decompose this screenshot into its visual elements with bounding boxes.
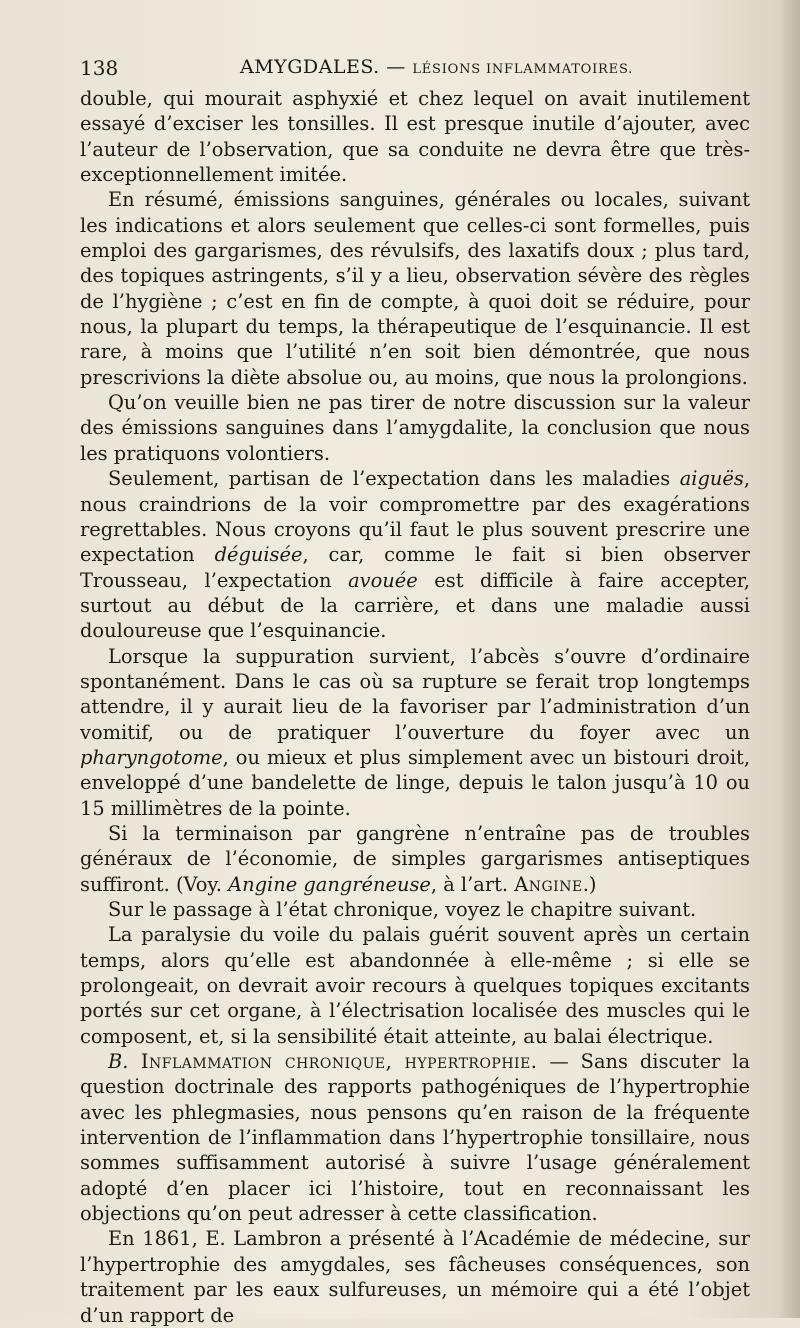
text-run: Lorsque la suppuration survient, l’abcès s’ouvre d’ordinaire spontanément. Dans le cas où sa rupture se ferait trop longtemps attendre, il y aurait lieu de la favoriser par l’administration d’un vomitif, ou de pratiquer l’ouverture du foyer avec un xyxy=(80,644,750,744)
running-title xyxy=(240,56,633,78)
text-run: , nous craindrions de la voir compromettre par des exagérations regrettables. Nous croyons qu’il faut le plus souvent prescrire une expectation xyxy=(80,467,750,567)
text-run: Si la terminaison par gangrène n’entraîne pas de troubles généraux de l’économie, de simples gargarismes antiseptiques suffiront. (Voy. xyxy=(80,821,750,896)
text-run: est difficile à faire accepter, surtout au début de la carrière, et dans une maladie aussi douloureuse que l’esquinancie. xyxy=(80,568,750,643)
page-edge-shadow xyxy=(778,0,800,1318)
paragraph-gangrene xyxy=(80,821,750,897)
paragraph-en-resume: En résumé, émissions sanguines, générales ou locales, suivant les indications et alors seulement que celles-ci sont formelles, puis emploi des gargarismes, des révulsifs, des laxatifs doux ; plus tard, des topiques astringents, s’il y a lieu, observation sévère des règles de l’hygiène ; c’est en fin de compte, à quoi doit se réduire, pour nous, la plupart du temps, la thérapeutique de l’esquinancie. Il est rare, à moins que l’utilité n’en soit bien démontrée, que nous prescrivions la diète absolue ou, au moins, que nous la prolongions. xyxy=(80,188,750,389)
text-run: .) xyxy=(582,872,597,896)
paragraph-expectation xyxy=(80,466,750,643)
italic-term: pharyngotome xyxy=(80,745,223,769)
paragraph-lambron: En 1861, E. Lambron a présenté à l’Académie de médecine, sur l’hypertrophie des amygdales, ses fâcheuses conséquences, son traitement par les eaux sulfureuses, un mémoire qui a été l’objet d’un rapport de xyxy=(80,1227,750,1327)
section-letter: B. xyxy=(108,1050,129,1074)
page-number: 138 xyxy=(80,56,119,80)
italic-term: Angine gangréneuse xyxy=(228,872,431,896)
italic-term: avouée xyxy=(348,568,418,592)
paragraph-emissions-sanguines: Qu’on veuille bien ne pas tirer de notre discussion sur la valeur des émissions sanguines dans l’amygdalite, la conclusion que nous les pratiquons volontiers. xyxy=(80,391,750,465)
text-run: , à l’art. xyxy=(430,872,515,896)
running-header xyxy=(80,56,750,82)
paragraph-paralysie: La paralysie du voile du palais guérit souvent après un certain temps, alors qu’elle est abandonnée à elle-même ; si elle se prolongeait, on devrait avoir recours à quelques topiques excitants portés sur cet organe, à l’électrisation localisée des muscles qui le composent, et, si la sensibilité était atteinte, au balai électrique. xyxy=(80,923,750,1048)
text-run: , ou mieux et plus simplement avec un bistouri droit, enveloppé d’une bandelette de linge, depuis le talon jusqu’à 10 ou 15 millimètres de la pointe. xyxy=(80,745,750,820)
section-heading: Inflammation chronique, hypertrophie. xyxy=(128,1050,538,1074)
body-text xyxy=(80,86,750,1328)
text-run: — Sans discuter la question doctrinale des rapports pathogéniques de l’hypertrophie avec les phlegmasies, nous pensons qu’en raison de la fréquente intervention de l’inflammation dans l’hypertrophie tonsillaire, nous sommes suffisamment autorisé à suivre l’usage généralement adopté d’en placer ici l’histoire, tout en reconnaissant les objections qu’on peut adresser à cette classification. xyxy=(80,1050,751,1226)
paragraph-etat-chronique: Sur le passage à l’état chronique, voyez le chapitre suivant. xyxy=(108,898,697,921)
italic-term: aiguës xyxy=(679,467,744,491)
text-run: , car, comme le fait si bien observer Trousseau, l’expectation xyxy=(80,543,750,592)
running-title-sub: LÉSIONS INFLAMMATOIRES. xyxy=(412,62,634,77)
running-title-dash: — xyxy=(379,56,413,78)
paragraph-section-b xyxy=(80,1049,750,1226)
small-caps-term: Angine xyxy=(514,872,583,896)
text-run: Seulement, partisan de l’expectation dans les maladies xyxy=(108,467,680,491)
italic-term: déguisée xyxy=(214,543,303,567)
paragraph-continuation: double, qui mourait asphyxié et chez lequel on avait inutilement essayé d’exciser les tonsilles. Il est presque inutile d’ajouter, avec l’auteur de l’observation, que sa conduite ne devra être que très-exceptionnellement imitée. xyxy=(80,87,750,187)
running-title-main: AMYGDALES. xyxy=(240,56,380,78)
paragraph-suppuration xyxy=(80,644,750,821)
